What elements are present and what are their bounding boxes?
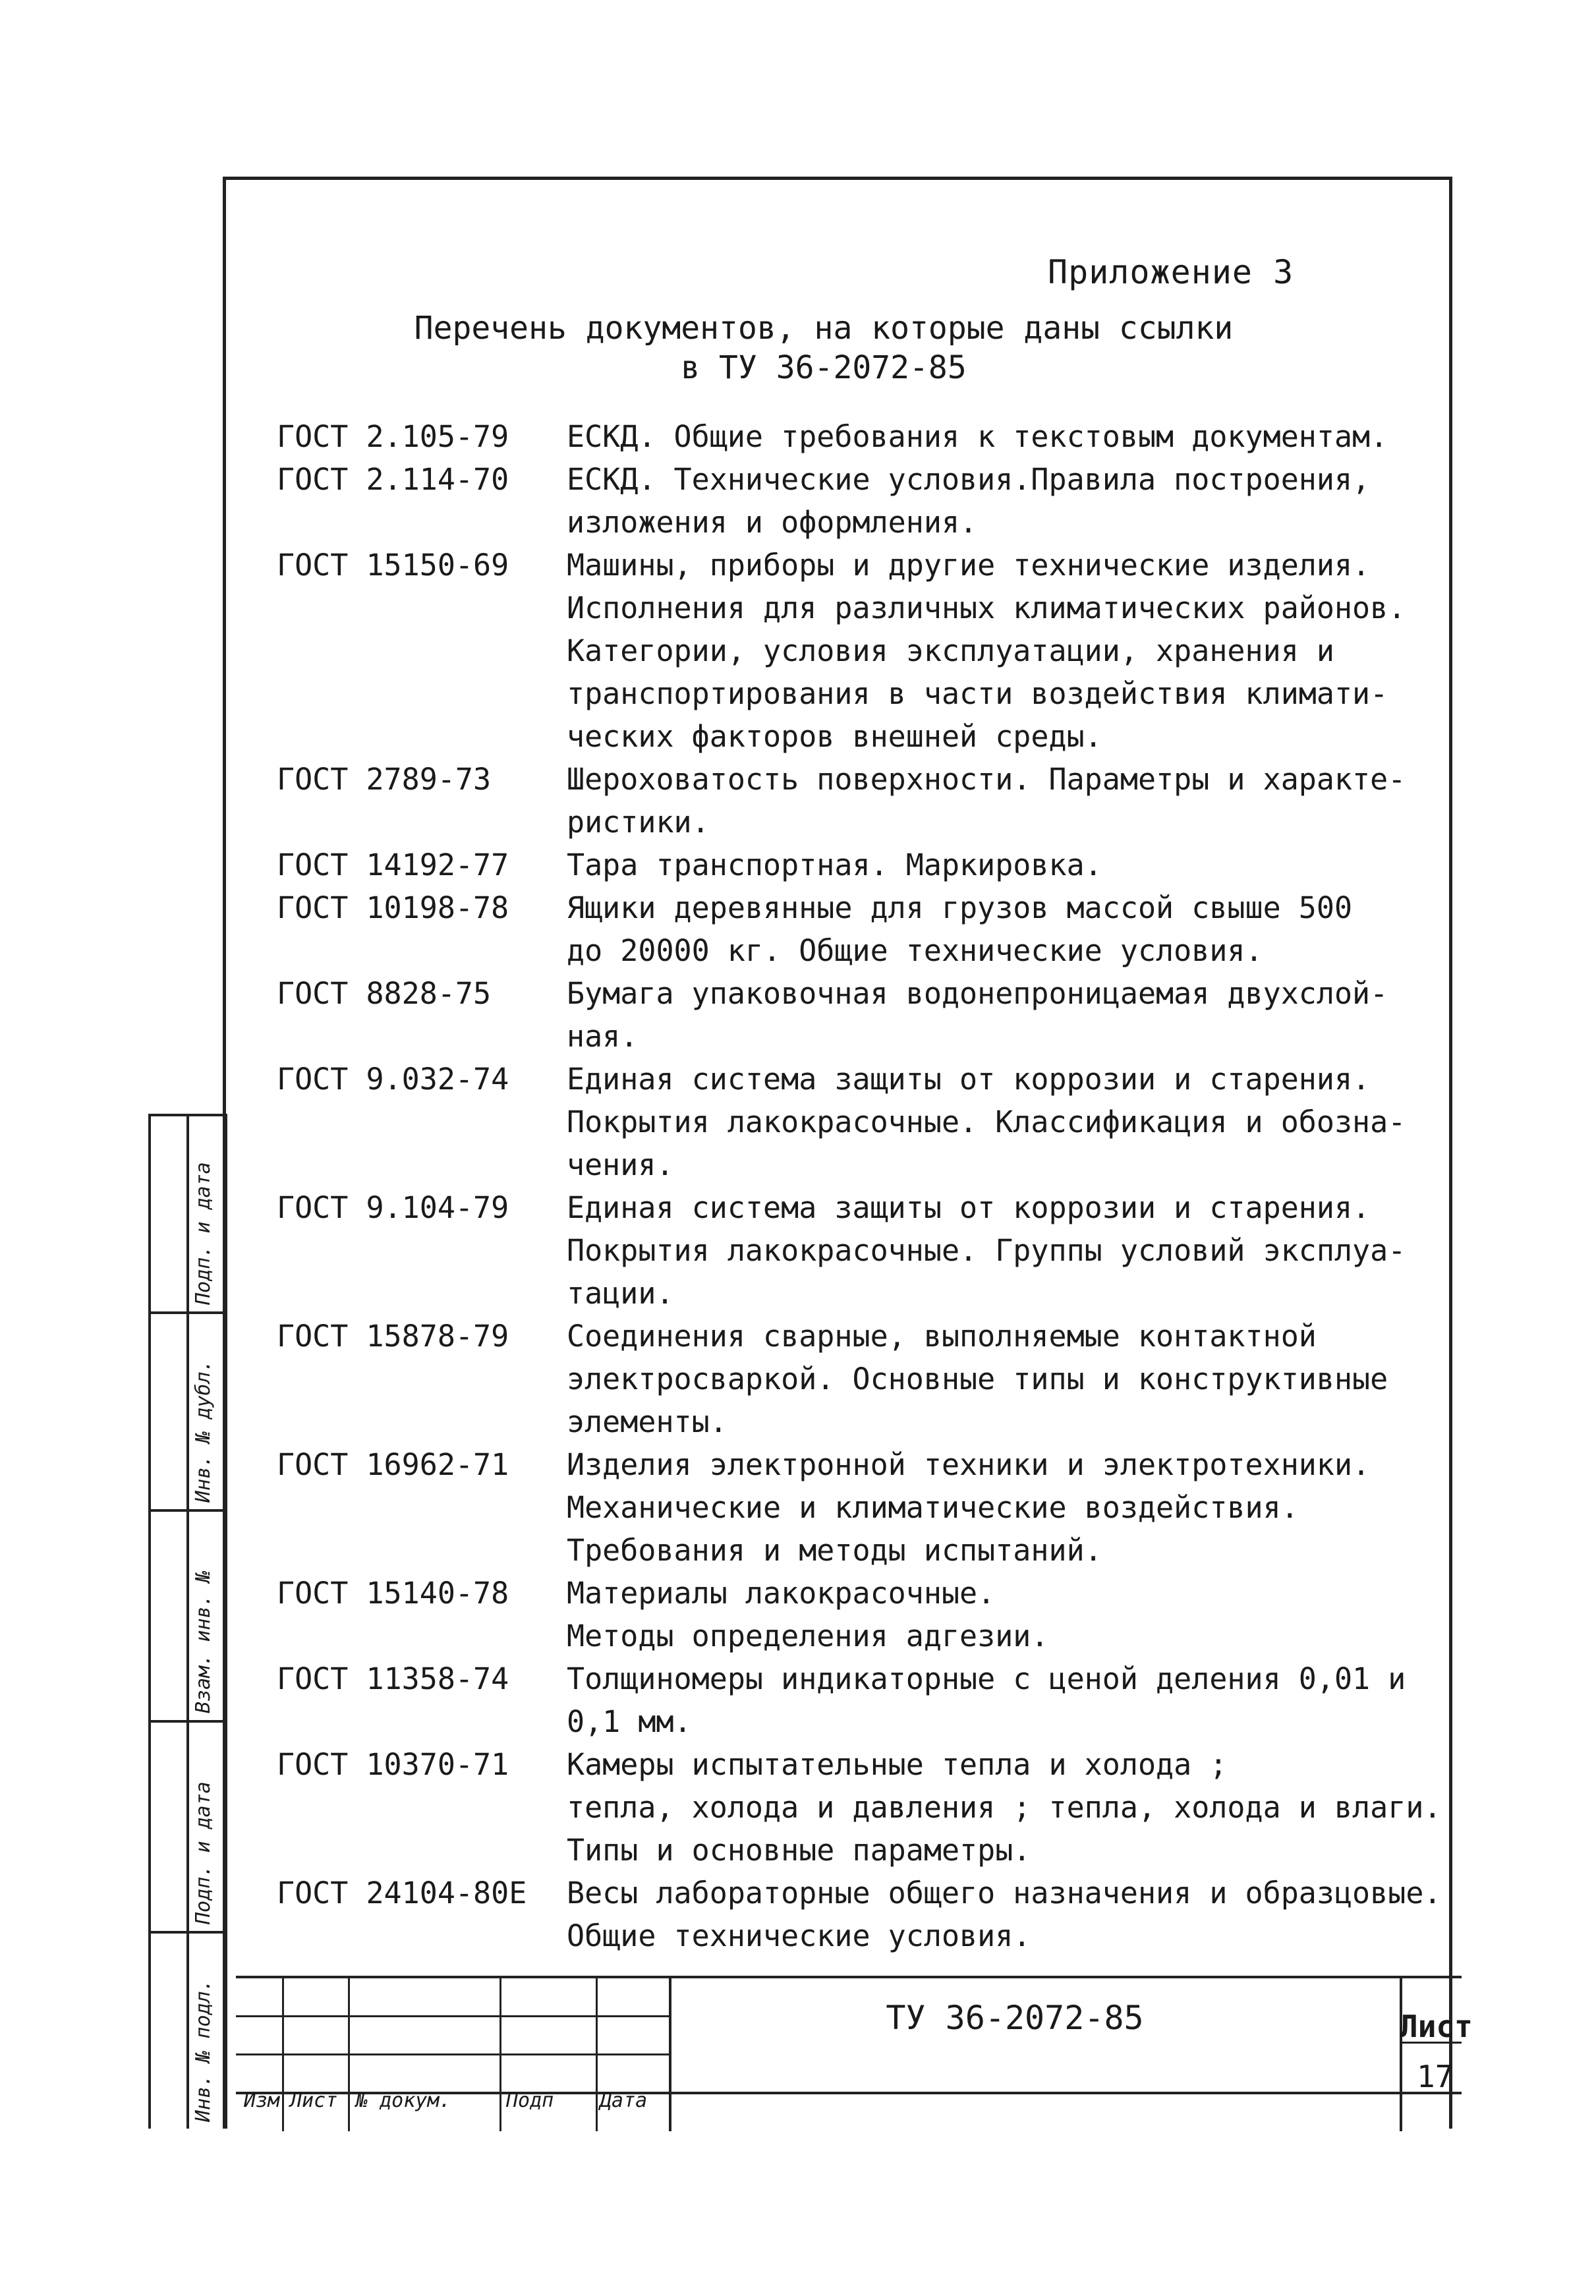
description-line: чения. [567, 1147, 674, 1182]
description-line: 0,1 мм. [567, 1704, 692, 1739]
description-line: ЕСКД. Технические условия.Правила построения, [567, 462, 1371, 497]
stamp-inv-original: Инв. № подл. [192, 1979, 215, 2122]
reference-entry [277, 1872, 1450, 1957]
description-line: электросваркой. Основные типы и конструктивные [567, 1362, 1388, 1396]
standard-description [567, 415, 1450, 458]
col-change: Изм [244, 2089, 280, 2112]
standard-code: ГОСТ 15150-69 [277, 548, 509, 583]
description-line: изложения и оформления. [567, 505, 978, 540]
description-line: Покрытия лакокрасочные. Группы условий эксплуа- [567, 1233, 1406, 1268]
standard-code: ГОСТ 16962-71 [277, 1447, 509, 1482]
standard-code: ГОСТ 10370-71 [277, 1747, 509, 1782]
standard-description [567, 1186, 1450, 1315]
standard-description [567, 886, 1450, 972]
document-subtitle: в ТУ 36-2072-85 [681, 349, 967, 386]
description-line: Камеры испытательные тепла и холода ; [567, 1747, 1228, 1782]
description-line: Машины, приборы и другие технические изделия. [567, 548, 1371, 583]
stamp-replace-inv: Взам. инв. № [192, 1570, 215, 1713]
reference-entry [277, 844, 1450, 886]
standard-description [567, 844, 1450, 886]
reference-list [277, 415, 1450, 1957]
reference-entry [277, 1572, 1450, 1657]
description-line: Методы определения адгезии. [567, 1619, 1049, 1653]
description-line: Толщиномеры индикаторные с ценой деления 0,01 и [567, 1661, 1406, 1696]
sheet-number: 17 [1417, 2059, 1454, 2094]
standard-description [567, 1058, 1450, 1186]
description-line: Механические и климатические воздействия. [567, 1490, 1299, 1525]
description-line: элементы. [567, 1404, 727, 1439]
standard-description [567, 1443, 1450, 1572]
description-line: транспортирования в части воздействия климати- [567, 676, 1388, 711]
description-line: Категории, условия эксплуатации, хранения и [567, 633, 1334, 668]
description-line: до 20000 кг. Общие технические условия. [567, 933, 1263, 968]
reference-entry [277, 1315, 1450, 1443]
description-line: ная. [567, 1019, 639, 1054]
reference-entry [277, 544, 1450, 758]
standard-code: ГОСТ 14192-77 [277, 847, 509, 882]
description-line: Бумага упаковочная водонепроницаемая двухслой- [567, 976, 1388, 1011]
standard-code: ГОСТ 2789-73 [277, 762, 492, 797]
standard-code: ГОСТ 9.032-74 [277, 1062, 509, 1097]
standard-description [567, 1315, 1450, 1443]
standard-code: ГОСТ 11358-74 [277, 1661, 509, 1696]
col-signature: Подп [506, 2089, 554, 2112]
appendix-label: Приложение 3 [1048, 253, 1294, 291]
standard-code: ГОСТ 15878-79 [277, 1319, 509, 1354]
document-number: ТУ 36-2072-85 [886, 1999, 1144, 2037]
description-line: Единая система защиты от коррозии и старения. [567, 1190, 1371, 1225]
reference-entry [277, 972, 1450, 1058]
description-line: Исполнения для различных климатических районов. [567, 590, 1406, 625]
standard-description [567, 972, 1450, 1058]
description-line: Единая система защиты от коррозии и старения. [567, 1062, 1371, 1097]
reference-entry [277, 886, 1450, 972]
description-line: Изделия электронной техники и электротехники. [567, 1447, 1371, 1482]
standard-code: ГОСТ 24104-80Е [277, 1876, 527, 1910]
description-line: Материалы лакокрасочные. [567, 1576, 996, 1611]
standard-description [567, 544, 1450, 758]
standard-code: ГОСТ 15140-78 [277, 1576, 509, 1611]
description-line: ческих факторов внешней среды. [567, 719, 1102, 754]
reference-entry [277, 1443, 1450, 1572]
col-sheet: Лист [290, 2089, 338, 2112]
description-line: Ящики деревянные для грузов массой свыше 500 [567, 890, 1353, 925]
standard-code: ГОСТ 8828-75 [277, 976, 492, 1011]
margin-stamp [148, 1114, 227, 2129]
reference-entry [277, 1058, 1450, 1186]
description-line: Покрытия лакокрасочные. Классификация и обозна- [567, 1105, 1406, 1139]
description-line: Весы лабораторные общего назначения и образцовые. [567, 1876, 1442, 1910]
reference-entry [277, 1657, 1450, 1743]
standard-description [567, 458, 1450, 544]
document-title: Перечень документов, на которые даны ссылки [414, 310, 1234, 347]
description-line: Требования и методы испытаний. [567, 1533, 1102, 1568]
reference-entry [277, 1743, 1450, 1872]
standard-description [567, 1872, 1450, 1957]
standard-code: ГОСТ 10198-78 [277, 890, 509, 925]
description-line: Общие технические условия. [567, 1918, 1031, 1953]
standard-description [567, 758, 1450, 844]
description-line: ЕСКД. Общие требования к текстовым документам. [567, 419, 1388, 454]
standard-code: ГОСТ 2.114-70 [277, 462, 509, 497]
description-line: тации. [567, 1276, 674, 1311]
description-line: ристики. [567, 805, 710, 840]
standard-code: ГОСТ 9.104-79 [277, 1190, 509, 1225]
col-doc-number: № докум. [356, 2089, 451, 2112]
description-line: Соединения сварные, выполняемые контактной [567, 1319, 1317, 1354]
reference-entry [277, 415, 1450, 458]
description-line: Тара транспортная. Маркировка. [567, 847, 1102, 882]
reference-entry [277, 758, 1450, 844]
description-line: Типы и основные параметры. [567, 1833, 1031, 1868]
standard-description [567, 1743, 1450, 1872]
col-date: Дата [600, 2089, 648, 2112]
description-line: Шероховатость поверхности. Параметры и характе- [567, 762, 1406, 797]
reference-entry [277, 1186, 1450, 1315]
stamp-inv-duplicate: Инв. № дубл. [192, 1360, 215, 1503]
stamp-sign-date-1: Подп. и дата [192, 1781, 215, 1924]
reference-entry [277, 458, 1450, 544]
stamp-sign-date-2: Подп. и дата [192, 1162, 215, 1305]
description-line: тепла, холода и давления ; тепла, холода и влаги. [567, 1790, 1442, 1825]
standard-description [567, 1657, 1450, 1743]
sheet-label: Лист [1400, 2009, 1473, 2044]
standard-code: ГОСТ 2.105-79 [277, 419, 509, 454]
standard-description [567, 1572, 1450, 1657]
